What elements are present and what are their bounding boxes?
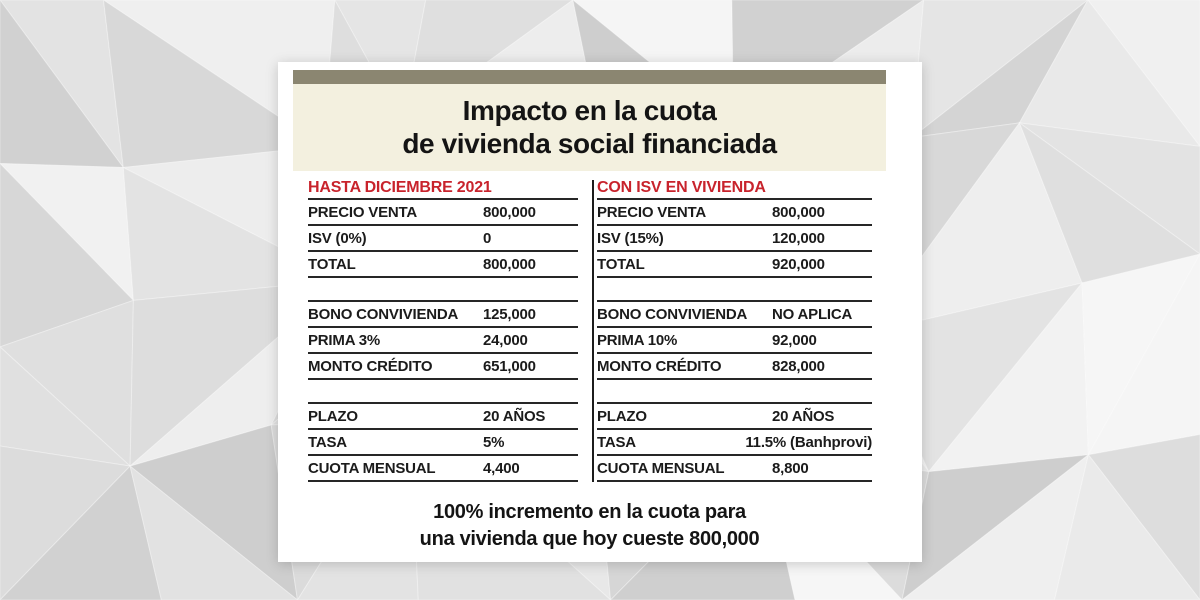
row-label: MONTO CRÉDITO <box>597 357 722 375</box>
infographic-card <box>278 62 922 562</box>
row-label: PRECIO VENTA <box>308 203 418 221</box>
row-label: CUOTA MENSUAL <box>308 459 436 477</box>
table-row <box>308 226 578 252</box>
row-label: PLAZO <box>597 407 647 425</box>
table-row <box>597 456 872 482</box>
table-row <box>597 354 872 380</box>
masthead <box>293 70 886 171</box>
row-label: ISV (0%) <box>308 229 367 247</box>
column-header-right: CON ISV EN VIVIENDA <box>597 179 766 196</box>
row-value: 8,800 <box>772 459 809 477</box>
header-accent-bar <box>293 70 886 84</box>
table-row <box>308 328 578 354</box>
row-value: 920,000 <box>772 255 825 273</box>
row-label: PRIMA 10% <box>597 331 678 349</box>
row-label: TASA <box>308 433 347 451</box>
column-divider <box>592 180 594 482</box>
table-row <box>597 430 872 456</box>
table-group-precio <box>308 198 578 278</box>
row-value: 11.5% (Banhprovi) <box>745 433 872 451</box>
table-row <box>308 404 578 430</box>
column-hasta-diciembre-2021 <box>308 180 578 482</box>
row-value: 24,000 <box>483 331 528 349</box>
row-label: TOTAL <box>308 255 356 273</box>
table-row <box>597 200 872 226</box>
table-row <box>308 302 578 328</box>
row-value: 651,000 <box>483 357 536 375</box>
row-label: TOTAL <box>597 255 645 273</box>
row-label: MONTO CRÉDITO <box>308 357 433 375</box>
title-box <box>293 84 886 171</box>
row-value: 800,000 <box>483 203 536 221</box>
row-value: 5% <box>483 433 505 451</box>
row-value: 0 <box>483 229 492 247</box>
row-value: 800,000 <box>483 255 536 273</box>
row-label: PLAZO <box>308 407 358 425</box>
row-value: 20 AÑOS <box>772 407 835 425</box>
table-group-credito <box>308 300 578 380</box>
infographic-title-line1: Impacto en la cuota <box>462 95 717 126</box>
table-row <box>597 252 872 278</box>
row-label: CUOTA MENSUAL <box>597 459 725 477</box>
row-label: TASA <box>597 433 636 451</box>
row-value: 4,400 <box>483 459 520 477</box>
row-label: ISV (15%) <box>597 229 664 247</box>
table-group-credito <box>597 300 872 380</box>
row-label: PRECIO VENTA <box>597 203 707 221</box>
table-row <box>597 226 872 252</box>
table-row <box>308 252 578 278</box>
row-label: BONO CONVIVIENDA <box>308 305 459 323</box>
conclusion-note-line1: 100% incremento en la cuota para <box>433 501 746 523</box>
row-value: 800,000 <box>772 203 825 221</box>
row-label: PRIMA 3% <box>308 331 381 349</box>
row-value: 20 AÑOS <box>483 407 546 425</box>
table-group-cuota <box>597 402 872 482</box>
row-value: 828,000 <box>772 357 825 375</box>
column-con-isv-en-vivienda <box>597 180 872 482</box>
table-group-cuota <box>308 402 578 482</box>
infographic-title-line2: de vivienda social financiada <box>402 128 777 159</box>
row-label: BONO CONVIVIENDA <box>597 305 748 323</box>
table-row <box>597 328 872 354</box>
column-header-left: HASTA DICIEMBRE 2021 <box>308 179 492 196</box>
table-row <box>308 354 578 380</box>
table-row <box>308 430 578 456</box>
table-row <box>308 200 578 226</box>
comparison-tables <box>308 180 872 482</box>
row-value: NO APLICA <box>772 305 853 323</box>
table-row <box>597 404 872 430</box>
table-row <box>597 302 872 328</box>
row-value: 92,000 <box>772 331 817 349</box>
conclusion-note-line2: una vivienda que hoy cueste 800,000 <box>419 528 760 550</box>
row-value: 125,000 <box>483 305 536 323</box>
table-group-precio <box>597 198 872 278</box>
row-value: 120,000 <box>772 229 825 247</box>
conclusion-note <box>293 499 886 553</box>
table-row <box>308 456 578 482</box>
